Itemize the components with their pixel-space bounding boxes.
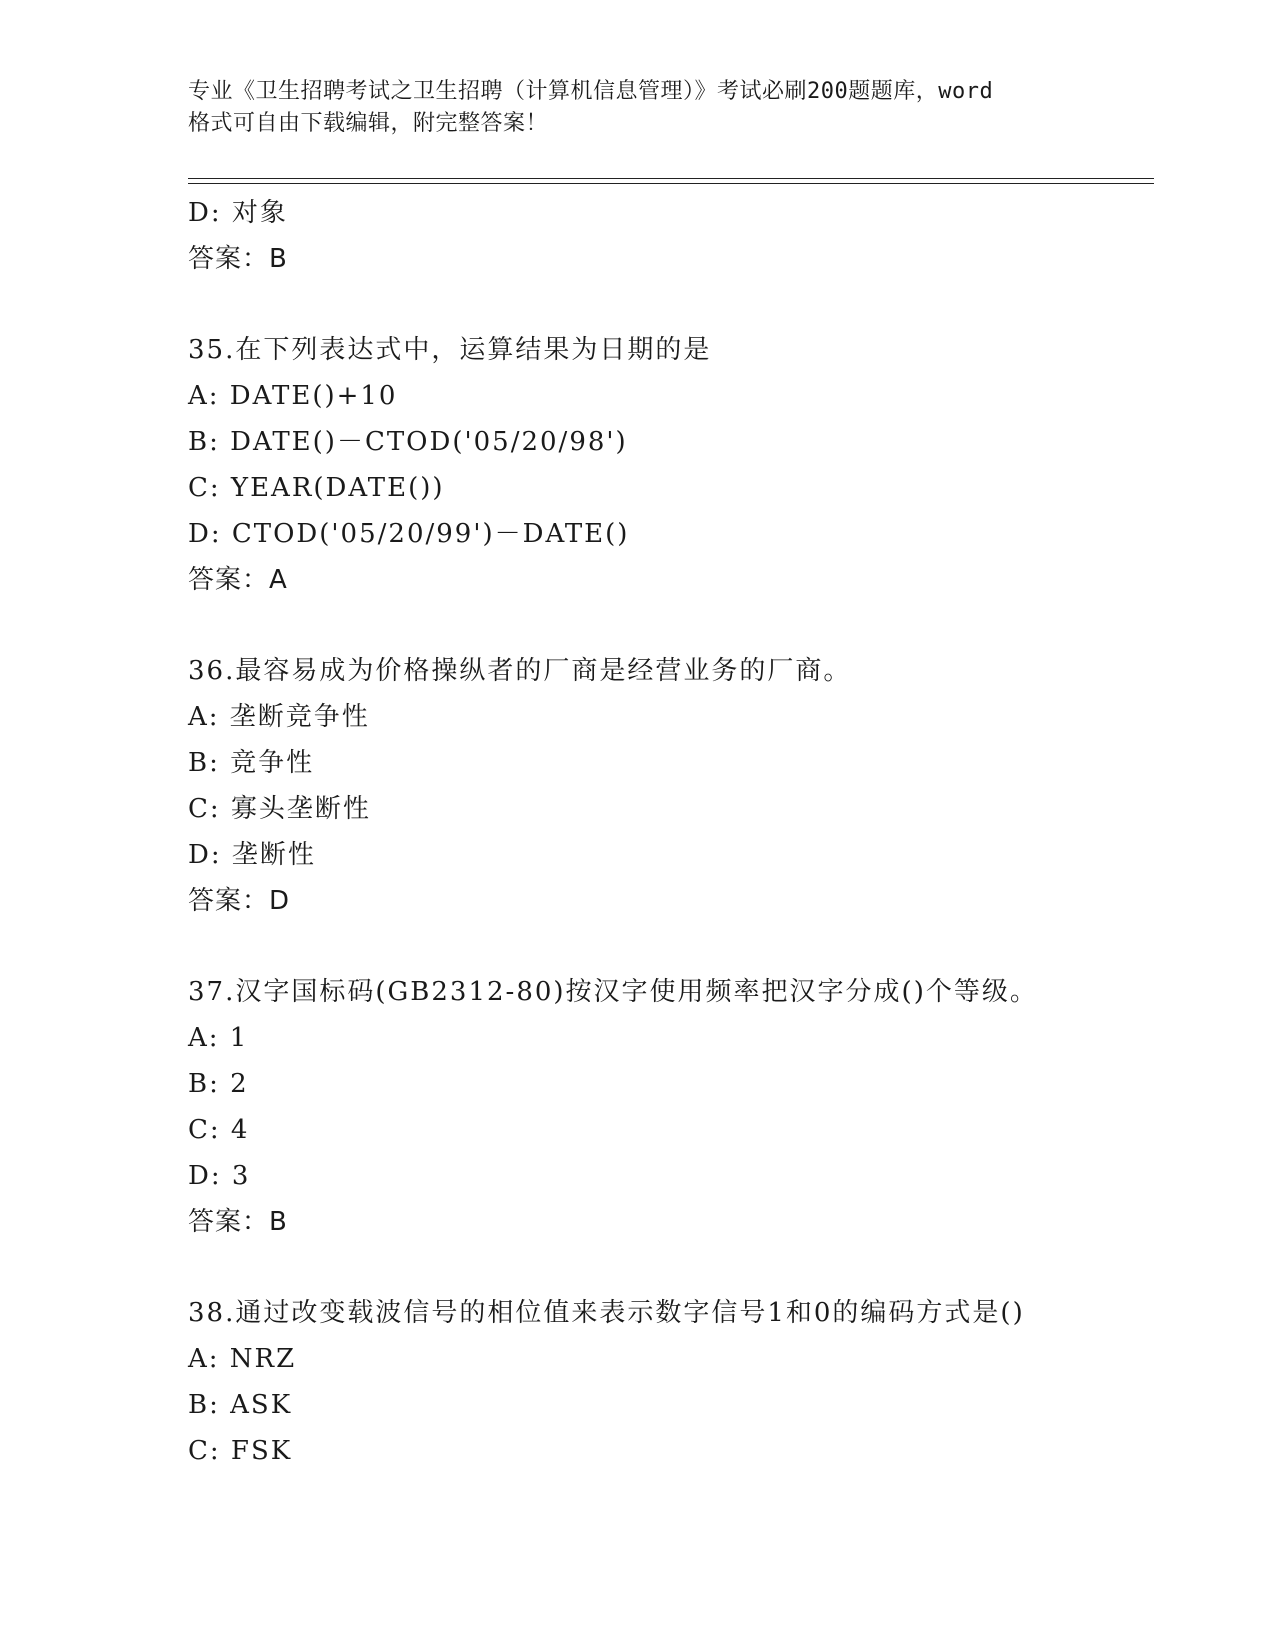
option-b: B: 竞争性 — [188, 748, 315, 778]
question-stem: 37.汉字国标码(GB2312-80)按汉字使用频率把汉字分成()个等级。 — [188, 977, 1038, 1007]
header-line-2: 格式可自由下载编辑，附完整答案！ — [188, 111, 549, 136]
question-stem: 38.通过改变载波信号的相位值来表示数字信号1和0的编码方式是() — [188, 1298, 1025, 1328]
question-37 — [188, 969, 1148, 1245]
option-d: D: CTOD('05/20/99')－DATE() — [188, 519, 630, 549]
question-stem: 36.最容易成为价格操纵者的厂商是经营业务的厂商。 — [188, 656, 852, 686]
question-34-partial — [188, 190, 1148, 282]
answer-line: 答案：B — [188, 244, 288, 274]
option-c: C: YEAR(DATE()) — [188, 473, 445, 503]
option-a: A: 1 — [188, 1023, 249, 1053]
option-c: C: 4 — [188, 1115, 250, 1145]
option-d: D: 3 — [188, 1161, 251, 1191]
option-d: D: 垄断性 — [188, 840, 316, 870]
option-a: A: DATE()+10 — [188, 381, 398, 411]
answer-line: 答案：D — [188, 886, 291, 916]
answer-line: 答案：A — [188, 565, 288, 595]
header-rule-top — [188, 178, 1154, 179]
header-line-1: 专业《卫生招聘考试之卫生招聘（计算机信息管理）》考试必刷200题题库，word — [188, 79, 994, 104]
option-c: C: FSK — [188, 1436, 293, 1466]
option-d: D: 对象 — [188, 198, 288, 228]
question-36 — [188, 648, 1148, 924]
option-c: C: 寡头垄断性 — [188, 794, 371, 824]
option-b: B: DATE()－CTOD('05/20/98') — [188, 427, 628, 457]
option-a: A: NRZ — [188, 1344, 297, 1374]
header-rule-bottom — [188, 183, 1154, 184]
option-b: B: 2 — [188, 1069, 249, 1099]
option-a: A: 垄断竞争性 — [188, 702, 370, 732]
option-b: B: ASK — [188, 1390, 293, 1420]
answer-line: 答案：B — [188, 1207, 288, 1237]
question-list — [188, 190, 1148, 1474]
document-header — [188, 76, 1088, 140]
question-stem: 35.在下列表达式中，运算结果为日期的是 — [188, 335, 712, 365]
question-35 — [188, 327, 1148, 603]
question-38 — [188, 1290, 1148, 1474]
